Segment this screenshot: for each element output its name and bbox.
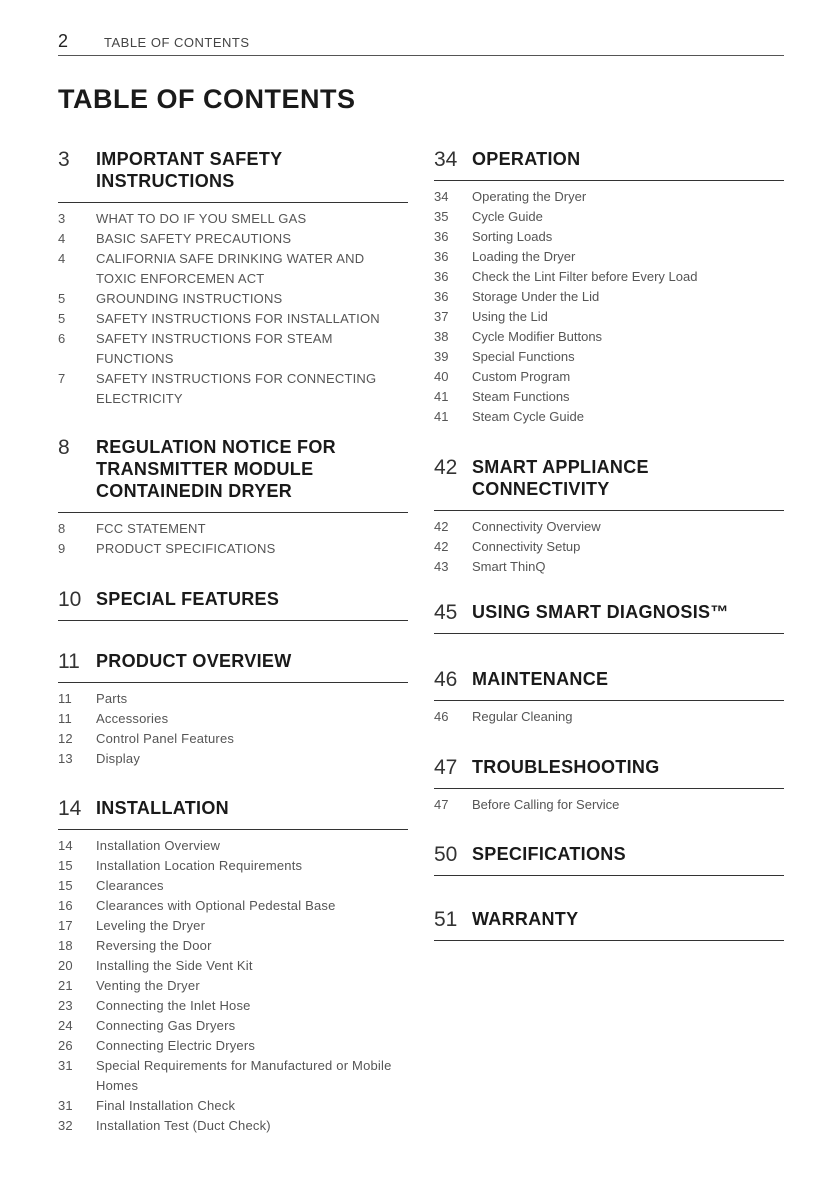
section-heading[interactable]: [58, 588, 408, 621]
entry-list: [58, 836, 408, 1136]
entry-label: Cycle Guide: [472, 209, 543, 224]
entry-label: Smart ThinQ: [472, 559, 546, 574]
entry-label: Using the Lid: [472, 309, 548, 324]
entry-page-number: 20: [58, 958, 73, 973]
entry-page-number: 36: [434, 249, 449, 264]
section-heading[interactable]: [434, 668, 784, 701]
toc-entry[interactable]: [58, 956, 408, 976]
entry-page-number: 35: [434, 209, 449, 224]
toc-section: [58, 436, 408, 559]
section-page-number: 50: [434, 843, 458, 866]
page-title: TABLE OF CONTENTS: [58, 84, 356, 114]
toc-entry[interactable]: [434, 227, 784, 247]
toc-entry[interactable]: [434, 795, 784, 815]
entry-label: Final Installation Check: [96, 1098, 236, 1113]
entry-page-number: 41: [434, 409, 449, 424]
entry-page-number: 15: [58, 858, 73, 873]
toc-entry[interactable]: [58, 539, 408, 559]
entry-list: [434, 517, 784, 577]
entry-page-number: 13: [58, 751, 73, 766]
section-page-number: 46: [434, 668, 458, 691]
entry-page-number: 46: [434, 709, 449, 724]
entry-label: Storage Under the Lid: [472, 289, 600, 304]
entry-page-number: 11: [58, 711, 72, 726]
section-title: IMPORTANT SAFETY INSTRUCTIONS: [96, 149, 283, 191]
entry-label: WHAT TO DO IF YOU SMELL GAS: [96, 211, 307, 226]
section-heading[interactable]: [434, 456, 784, 511]
entry-page-number: 5: [58, 291, 66, 306]
entry-label: Installation Location Requirements: [96, 858, 303, 873]
section-page-number: 47: [434, 756, 458, 779]
entry-page-number: 26: [58, 1038, 73, 1053]
toc-entry[interactable]: [434, 707, 784, 727]
entry-page-number: 9: [58, 541, 66, 556]
toc-entry[interactable]: [434, 187, 784, 207]
entry-label: Special Functions: [472, 349, 575, 364]
toc-section: [434, 456, 784, 577]
entry-label: Accessories: [96, 711, 169, 726]
section-title: PRODUCT OVERVIEW: [96, 651, 292, 671]
toc-entry[interactable]: [58, 1016, 408, 1036]
entry-page-number: 36: [434, 289, 449, 304]
toc-entry[interactable]: [434, 347, 784, 367]
entry-page-number: 6: [58, 331, 66, 346]
entry-list: [434, 795, 784, 815]
entry-page-number: 4: [58, 251, 66, 266]
toc-entry[interactable]: [58, 519, 408, 539]
entry-page-number: 11: [58, 691, 72, 706]
toc-entry[interactable]: [58, 1116, 408, 1136]
section-title: USING SMART DIAGNOSIS™: [472, 602, 729, 622]
entry-label: Operating the Dryer: [472, 189, 587, 204]
entry-label: Steam Functions: [472, 389, 570, 404]
running-title: TABLE OF CONTENTS: [104, 35, 250, 50]
toc-entry[interactable]: [58, 289, 408, 309]
toc-entry[interactable]: [434, 207, 784, 227]
entry-label: Special Requirements for Manufactured or Mobile Homes: [96, 1058, 392, 1093]
entry-label: SAFETY INSTRUCTIONS FOR INSTALLATION: [96, 311, 380, 326]
toc-section: [434, 908, 784, 941]
toc-entry[interactable]: [58, 1056, 408, 1096]
entry-page-number: 23: [58, 998, 73, 1013]
entry-page-number: 8: [58, 521, 66, 536]
section-heading[interactable]: [434, 908, 784, 941]
entry-label: Sorting Loads: [472, 229, 553, 244]
entry-page-number: 36: [434, 229, 449, 244]
toc-entry[interactable]: [434, 327, 784, 347]
toc-entry[interactable]: [58, 996, 408, 1016]
toc-entry[interactable]: [434, 367, 784, 387]
section-page-number: 45: [434, 601, 458, 624]
entry-page-number: 7: [58, 371, 66, 386]
entry-label: Loading the Dryer: [472, 249, 576, 264]
entry-label: Check the Lint Filter before Every Load: [472, 269, 698, 284]
entry-label: Connectivity Overview: [472, 519, 601, 534]
section-title: INSTALLATION: [96, 798, 229, 818]
entry-label: Leveling the Dryer: [96, 918, 206, 933]
section-page-number: 42: [434, 456, 458, 479]
entry-page-number: 15: [58, 878, 73, 893]
toc-section: [434, 843, 784, 876]
toc-entry[interactable]: [58, 1096, 408, 1116]
section-heading[interactable]: [58, 650, 408, 683]
entry-label: Before Calling for Service: [472, 797, 620, 812]
toc-entry[interactable]: [434, 247, 784, 267]
section-title: SPECIAL FEATURES: [96, 589, 280, 609]
toc-section: [58, 148, 408, 409]
toc-entry[interactable]: [434, 407, 784, 427]
toc-section: [58, 797, 408, 1136]
entry-list: [58, 689, 408, 769]
entry-page-number: 42: [434, 539, 449, 554]
section-heading[interactable]: [434, 601, 784, 634]
entry-page-number: 38: [434, 329, 449, 344]
toc-entry[interactable]: [434, 557, 784, 577]
toc-entry[interactable]: [58, 976, 408, 996]
toc-section: [434, 756, 784, 815]
section-page-number: 14: [58, 797, 82, 820]
entry-page-number: 32: [58, 1118, 73, 1133]
section-heading[interactable]: [58, 797, 408, 830]
entry-page-number: 31: [58, 1098, 73, 1113]
entry-label: CALIFORNIA SAFE DRINKING WATER AND TOXIC ENFORCEMEN ACT: [96, 251, 365, 286]
toc-entry[interactable]: [434, 517, 784, 537]
entry-page-number: 41: [434, 389, 449, 404]
entry-list: [58, 519, 408, 559]
entry-label: Display: [96, 751, 141, 766]
entry-label: Installation Test (Duct Check): [96, 1118, 271, 1133]
entry-page-number: 42: [434, 519, 449, 534]
entry-page-number: 18: [58, 938, 73, 953]
entry-list: [58, 209, 408, 409]
page-number: 2: [58, 31, 69, 51]
toc-entry[interactable]: [58, 689, 408, 709]
toc-entry[interactable]: [58, 876, 408, 896]
section-page-number: 3: [58, 148, 70, 171]
toc-entry[interactable]: [434, 537, 784, 557]
toc-entry[interactable]: [58, 749, 408, 769]
toc-entry[interactable]: [58, 709, 408, 729]
entry-label: Connectivity Setup: [472, 539, 581, 554]
toc-entry[interactable]: [58, 856, 408, 876]
toc-entry[interactable]: [58, 729, 408, 749]
section-title: MAINTENANCE: [472, 669, 609, 689]
toc-section: [434, 148, 784, 427]
section-heading[interactable]: [58, 436, 408, 513]
entry-page-number: 3: [58, 211, 66, 226]
entry-label: BASIC SAFETY PRECAUTIONS: [96, 231, 292, 246]
entry-page-number: 14: [58, 838, 73, 853]
entry-label: FCC STATEMENT: [96, 521, 206, 536]
toc-section: [58, 588, 408, 621]
entry-page-number: 21: [58, 978, 73, 993]
toc-section: [58, 650, 408, 769]
entry-page-number: 16: [58, 898, 73, 913]
entry-page-number: 17: [58, 918, 73, 933]
toc-entry[interactable]: [58, 309, 408, 329]
section-page-number: 10: [58, 588, 82, 611]
toc-entry[interactable]: [58, 916, 408, 936]
entry-label: PRODUCT SPECIFICATIONS: [96, 541, 276, 556]
section-heading[interactable]: [58, 148, 408, 203]
toc-entry[interactable]: [434, 267, 784, 287]
section-title: REGULATION NOTICE FOR TRANSMITTER MODULE CONTAINEDIN DRYER: [96, 437, 336, 501]
toc-entry[interactable]: [58, 229, 408, 249]
entry-label: SAFETY INSTRUCTIONS FOR STEAM FUNCTIONS: [96, 331, 333, 366]
entry-label: GROUNDING INSTRUCTIONS: [96, 291, 283, 306]
toc-entry[interactable]: [58, 1036, 408, 1056]
entry-label: Clearances: [96, 878, 164, 893]
entry-label: Installation Overview: [96, 838, 221, 853]
section-page-number: 34: [434, 148, 458, 171]
entry-page-number: 36: [434, 269, 449, 284]
toc-entry[interactable]: [434, 387, 784, 407]
entry-page-number: 37: [434, 309, 449, 324]
section-title: WARRANTY: [472, 909, 579, 929]
toc-entry[interactable]: [58, 836, 408, 856]
entry-list: [434, 187, 784, 427]
entry-label: Connecting Gas Dryers: [96, 1018, 236, 1033]
entry-label: SAFETY INSTRUCTIONS FOR CONNECTING ELECTRICITY: [96, 371, 377, 406]
section-title: SMART APPLIANCE CONNECTIVITY: [472, 457, 649, 499]
entry-label: Custom Program: [472, 369, 571, 384]
entry-label: Installing the Side Vent Kit: [96, 958, 253, 973]
entry-page-number: 12: [58, 731, 73, 746]
entry-page-number: 31: [58, 1058, 73, 1073]
toc-entry[interactable]: [58, 329, 408, 369]
section-heading[interactable]: [434, 756, 784, 789]
page-header: [58, 33, 784, 56]
section-heading[interactable]: [434, 148, 784, 181]
entry-label: Venting the Dryer: [96, 978, 200, 993]
entry-label: Parts: [96, 691, 128, 706]
toc-section: [434, 668, 784, 727]
entry-label: Reversing the Door: [96, 938, 212, 953]
toc-entry[interactable]: [58, 249, 408, 289]
section-title: SPECIFICATIONS: [472, 844, 626, 864]
entry-page-number: 47: [434, 797, 449, 812]
entry-page-number: 40: [434, 369, 449, 384]
section-page-number: 51: [434, 908, 458, 931]
section-title: OPERATION: [472, 149, 581, 169]
entry-label: Cycle Modifier Buttons: [472, 329, 603, 344]
section-heading[interactable]: [434, 843, 784, 876]
toc-entry[interactable]: [58, 209, 408, 229]
toc-entry[interactable]: [58, 896, 408, 916]
toc-section: [434, 601, 784, 634]
entry-label: Control Panel Features: [96, 731, 235, 746]
entry-page-number: 43: [434, 559, 449, 574]
entry-label: Clearances with Optional Pedestal Base: [96, 898, 336, 913]
entry-label: Steam Cycle Guide: [472, 409, 584, 424]
entry-page-number: 34: [434, 189, 449, 204]
section-title: TROUBLESHOOTING: [472, 757, 660, 777]
toc-entry[interactable]: [58, 936, 408, 956]
toc-entry[interactable]: [434, 287, 784, 307]
section-page-number: 11: [58, 650, 80, 673]
entry-page-number: 24: [58, 1018, 73, 1033]
entry-label: Connecting the Inlet Hose: [96, 998, 251, 1013]
toc-entry[interactable]: [434, 307, 784, 327]
section-page-number: 8: [58, 436, 70, 459]
entry-list: [434, 707, 784, 727]
entry-label: Connecting Electric Dryers: [96, 1038, 256, 1053]
entry-page-number: 39: [434, 349, 449, 364]
toc-entry[interactable]: [58, 369, 408, 409]
entry-page-number: 5: [58, 311, 66, 326]
entry-label: Regular Cleaning: [472, 709, 573, 724]
entry-page-number: 4: [58, 231, 66, 246]
